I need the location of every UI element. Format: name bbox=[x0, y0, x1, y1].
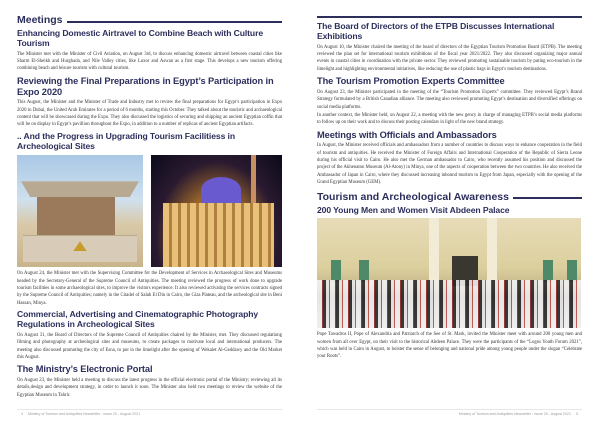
article-body: On August 24, the Minister met with the Supervising Committee for the Development of Services in Archaeological Sites and Museums headed by the Secretary-General of the Supreme Council of Antiquities. The meeting reviewed the progress of work done to upgrade tourism facilities in some archaeological sites, to improve the visitors experience. It also reviewed activating the services contracts signed by the Supreme Council of Antiquities; namely in the Citadel of Salah El Din in Cairo, the Giza Plateau, and the archeological site in Beni Hassan, Minya. bbox=[17, 271, 282, 306]
article-body: On August 10, the Minister chaired the meeting of the board of directors of the Egyptian Tourism Promotion Board (ETPB). The meeting reviewed the plan set for international tourism exhibitions of the fiscal year 2021/2022. They also discussed organizing major annual events in coastal cities in coordination with the private sector. They reviewed promoting sustainable tourism by puting eco-tourism in the limelight and highlighting environmental initiatives, like reducing the use of plastic bags in Egypt’s tourism destinations. bbox=[317, 44, 582, 72]
article-title: .. And the Progress in Upgrading Tourism Facilitiess in Archeological Sites bbox=[17, 130, 235, 151]
top-rule bbox=[317, 16, 582, 18]
right-page bbox=[300, 0, 600, 424]
article-title: Reviewing the Final Preparations in Egypt’s Participation in Expo 2020 bbox=[17, 75, 274, 97]
article-title: The Tourism Promotion Experts Committee bbox=[317, 76, 505, 87]
section-rule bbox=[513, 197, 582, 199]
kiosk-photo bbox=[17, 155, 143, 267]
feature-caption: Pope Tawadros II, Pope of Alexandria and Patriarch of the See of St. Mark, invited the Minister meet with around 200 young men and women from all over Egypt, on their visit to the historical Abdeen Palace. They were the participants of the “Logos Youth Forum 2021”, which was held in Cairo in August, to bolster the sense of belonging and national pride among young people under the slogan “Celebrate your Roots”. bbox=[317, 332, 582, 360]
article-body: On August 23, the Minister participated in the meeting of the “Tourism Promotion Experts” committee. They reviewed Egypt’s Brand Strategy formulated by a British Canadian alliance. The meeting also reviewed promoting Egypt’s destination and diversified offerings on social media platforms. bbox=[317, 89, 582, 110]
article-title: The Board of Directors of the ETPB Discusses International Exhibitions bbox=[317, 21, 555, 41]
photo-row bbox=[17, 155, 282, 267]
article-body: In another context, the Minister held, on August 22, a meeting with the new gency in charge of managing ETPB’s social media platforms to follow up on their work and to discuss their posting calendars in light of the new brand strategy. bbox=[317, 112, 582, 126]
article-body: In August, the Minister received officials and ambassadors from a number of countries to discuss ways to enhance cooperation in the field of tourism and antiquities. He received the Minister of Foreign Affairs and International Cooperation of the Republic of Sierra Leone during his official visit to Cairo. He also met the German ambassador to Cairo, who recently assumed his position and discussed the project of the Akhenaton Museum (Al-Atony) in Minya, one of the aspects of cooperation between the two countries. He also received the Ambassador of Japan in Cairo, where they discussed increasing inbound tourism to Egypt from Japan, especially with the opening of the Grand Egyptian Museum (GEM). bbox=[317, 143, 582, 186]
article-title: Enhancing Domestic Airtravel to Combine Beach with Culture Tourism bbox=[17, 28, 264, 48]
article-title: Meetings with Officials and Ambassadors bbox=[317, 129, 497, 140]
left-column bbox=[17, 10, 282, 400]
article-title: The Ministry’s Electronic Portal bbox=[17, 364, 153, 375]
abdeen-palace-group-photo bbox=[317, 218, 581, 328]
footer-text: Ministry of Tourism and Antiquities Newsletter - Issue 20 - August 2021 bbox=[28, 412, 141, 416]
citadel-mosque-photo bbox=[151, 155, 282, 267]
page-footer bbox=[17, 409, 282, 416]
page-footer bbox=[317, 409, 582, 416]
article-title: Commercial, Advertising and Cinematographic Photography Regulations in Archeological Sites bbox=[17, 309, 259, 330]
page-number: 5 bbox=[576, 412, 578, 416]
page-number: 4 bbox=[21, 412, 23, 416]
section-label: Meetings bbox=[17, 14, 63, 26]
section-label: Tourism and Archeological Awareness bbox=[317, 190, 509, 203]
feature-title: 200 Young Men and Women Visit Abdeen Palace bbox=[317, 204, 510, 215]
section-rule bbox=[67, 21, 282, 23]
footer-text: Ministry of Tourism and Antiquities Newsletter - Issue 20 - August 2021 bbox=[458, 412, 571, 416]
article-body: This August, the Minister and the Minister of Trade and Industry met to review the final preparations for Egypt’s participation in Expo 2020 in Dubai, the United Arab Emirates for a period of 6 months, starting this October. They talked about the touristic and archaeological content that will be showcased during the Expo. They also discussed the logistics of securing and shipping an ancient Egyptian coffin that will be on display in Egypt’s pavillion throughout the Expo, in addition to a number of replicas of ancient Egyptian artifacts. bbox=[17, 100, 282, 128]
section-header-meetings bbox=[17, 14, 282, 26]
article-body: On August 31, the Board of Directors of the Supreme Council of Antiquities chaired by the Minister, met. They discussed regulationg filming and photography at archeological sites and museums, to create packages to motivate local and international producers. The meeting also discussed promoting the city of Esna, to put in the limelight after the opening of Wekalet Al-Geddawy and the Old Market this August. bbox=[17, 332, 282, 361]
right-column bbox=[317, 10, 582, 362]
section-header-awareness bbox=[317, 191, 582, 203]
article-body: The Minister met with the Minister of Civil Aviation, on August 3rd, to discuss enhancing domestic airtravel between coastal cities like Sharm El-Sheikh and Hurghada, and Nile Valley cities, like Luxor and Aswan as a first stage. This develops a new tourism offering combining beach and leisure tourism with cultural tourism. bbox=[17, 51, 282, 72]
article-body: On August 23, the Minister held a meeting to discuss the latest progress in the official electronic portal of the Ministry; reviewing all its details,design and development strategy, in order to launch it soon. The Minister also held two meetings to review the website of the Egyptian Museum in Tahrir. bbox=[17, 378, 282, 398]
